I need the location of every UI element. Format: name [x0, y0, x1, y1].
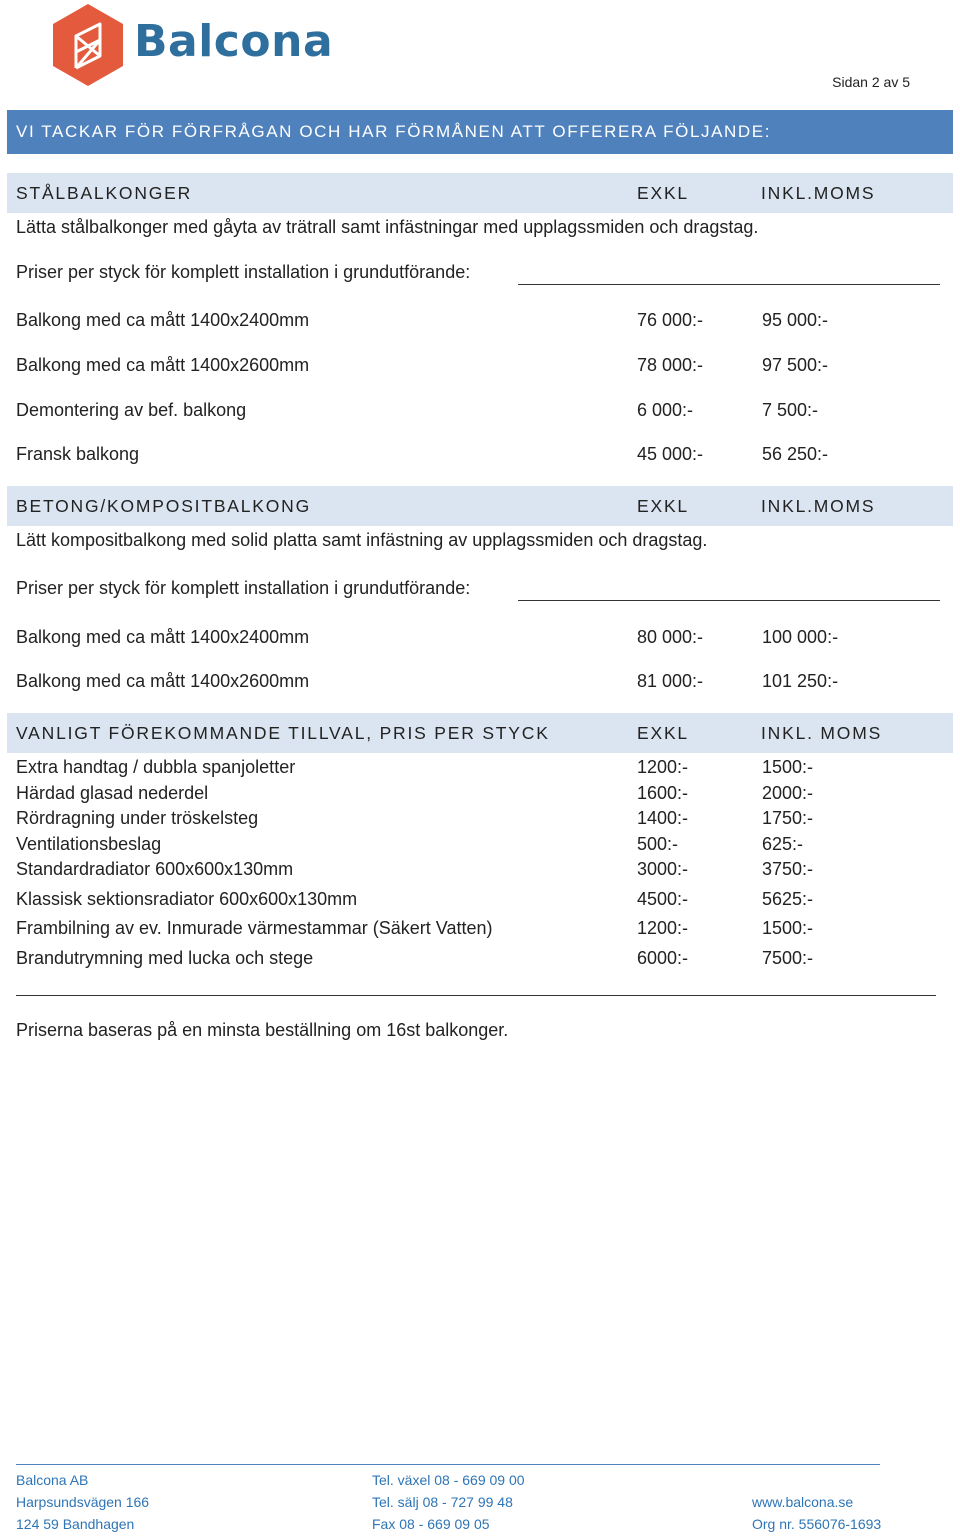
row-incl: 95 000:- [762, 310, 829, 330]
steel-intro-underline [518, 284, 940, 285]
price-row [0, 444, 960, 470]
options-heading: VANLIGT FÖREKOMMANDE TILLVAL, PRIS PER STYCK [16, 723, 550, 743]
row-excl: 6 000:- [637, 400, 694, 420]
page-number: Sidan 2 av 5 [832, 74, 910, 90]
row-label: Balkong med ca mått 1400x2600mm [16, 671, 310, 691]
composite-intro-underline [518, 600, 940, 601]
composite-col-incl: INKL.MOMS [761, 496, 876, 516]
row-excl: 45 000:- [637, 444, 704, 464]
footer-divider [16, 1464, 880, 1465]
options-col-incl: INKL. MOMS [761, 723, 883, 743]
row-excl: 78 000:- [637, 355, 704, 375]
offer-banner [7, 110, 953, 154]
row-excl: 3000:- [637, 859, 689, 879]
options-section-header [7, 713, 953, 753]
steel-col-excl: EXKL [637, 183, 689, 203]
option-row [0, 808, 960, 834]
option-row [0, 757, 960, 783]
option-row [0, 834, 960, 860]
row-label: Ventilationsbeslag [16, 834, 162, 854]
company-logo [50, 2, 334, 88]
composite-section-header [7, 486, 953, 526]
price-row [0, 310, 960, 336]
row-label: Rördragning under tröskelsteg [16, 808, 259, 828]
steel-section-header [7, 173, 953, 213]
row-label: Balkong med ca mått 1400x2400mm [16, 627, 310, 647]
row-excl: 1600:- [637, 783, 689, 803]
row-excl: 1200:- [637, 918, 689, 938]
price-row [0, 671, 960, 697]
row-incl: 1750:- [762, 808, 814, 828]
separator-rule [16, 995, 936, 996]
option-row [0, 948, 960, 974]
footer-street: Harpsundsvägen 166 [16, 1494, 150, 1510]
row-excl: 1400:- [637, 808, 689, 828]
composite-col-excl: EXKL [637, 496, 689, 516]
option-row [0, 918, 960, 944]
row-excl: 81 000:- [637, 671, 704, 691]
option-row [0, 889, 960, 915]
footer-org-number: Org nr. 556076-1693 [752, 1516, 882, 1532]
row-excl: 76 000:- [637, 310, 704, 330]
banner-text: VI TACKAR FÖR FÖRFRÅGAN OCH HAR FÖRMÅNEN ATT OFFERERA FÖLJANDE: [16, 122, 772, 141]
price-row [0, 355, 960, 381]
row-label: Balkong med ca mått 1400x2400mm [16, 310, 310, 330]
row-label: Extra handtag / dubbla spanjoletter [16, 757, 296, 777]
row-incl: 97 500:- [762, 355, 829, 375]
footer-company: Balcona AB [16, 1472, 89, 1488]
row-label: Härdad glasad nederdel [16, 783, 209, 803]
row-excl: 6000:- [637, 948, 689, 968]
row-incl: 625:- [762, 834, 804, 854]
footer-fax: Fax 08 - 669 09 05 [372, 1516, 490, 1532]
steel-price-intro: Priser per styck för komplett installation i grundutförande: [16, 262, 471, 282]
logo-hexagon-icon [50, 2, 126, 88]
composite-description: Lätt kompositbalkong med solid platta samt infästning av upplagssmiden och dragstag. [16, 530, 708, 550]
row-incl: 7 500:- [762, 400, 819, 420]
row-excl: 4500:- [637, 889, 689, 909]
footer-city: 124 59 Bandhagen [16, 1516, 135, 1532]
row-label: Demontering av bef. balkong [16, 400, 247, 420]
row-label: Brandutrymning med lucka och stege [16, 948, 314, 968]
row-excl: 500:- [637, 834, 679, 854]
row-incl: 101 250:- [762, 671, 839, 691]
composite-price-intro: Priser per styck för komplett installation i grundutförande: [16, 578, 471, 598]
row-incl: 5625:- [762, 889, 814, 909]
price-row [0, 400, 960, 426]
row-incl: 100 000:- [762, 627, 839, 647]
footer-tel-switch: Tel. växel 08 - 669 09 00 [372, 1472, 525, 1488]
row-incl: 1500:- [762, 757, 814, 777]
option-row [0, 859, 960, 885]
row-incl: 3750:- [762, 859, 814, 879]
price-row [0, 627, 960, 653]
footer-tel-sales: Tel. sälj 08 - 727 99 48 [372, 1494, 513, 1510]
composite-heading: BETONG/KOMPOSITBALKONG [16, 496, 312, 516]
options-col-excl: EXKL [637, 723, 689, 743]
steel-col-incl: INKL.MOMS [761, 183, 876, 203]
option-row [0, 783, 960, 809]
row-incl: 7500:- [762, 948, 814, 968]
row-incl: 56 250:- [762, 444, 829, 464]
row-label: Klassisk sektionsradiator 600x600x130mm [16, 889, 358, 909]
steel-description: Lätta stålbalkonger med gåyta av trätrall samt infästningar med upplagssmiden och dragstag. [16, 217, 759, 237]
minimum-order-note: Priserna baseras på en minsta beställning om 16st balkonger. [16, 1020, 509, 1040]
row-label: Frambilning av ev. Inmurade värmestammar (Säkert Vatten) [16, 918, 493, 938]
steel-heading: STÅLBALKONGER [16, 183, 193, 203]
row-label: Standardradiator 600x600x130mm [16, 859, 294, 879]
row-label: Fransk balkong [16, 444, 140, 464]
row-excl: 80 000:- [637, 627, 704, 647]
row-excl: 1200:- [637, 757, 689, 777]
row-incl: 2000:- [762, 783, 814, 803]
footer-website-link[interactable]: www.balcona.se [752, 1494, 854, 1510]
logo-text: Balcona [134, 16, 334, 67]
row-label: Balkong med ca mått 1400x2600mm [16, 355, 310, 375]
row-incl: 1500:- [762, 918, 814, 938]
